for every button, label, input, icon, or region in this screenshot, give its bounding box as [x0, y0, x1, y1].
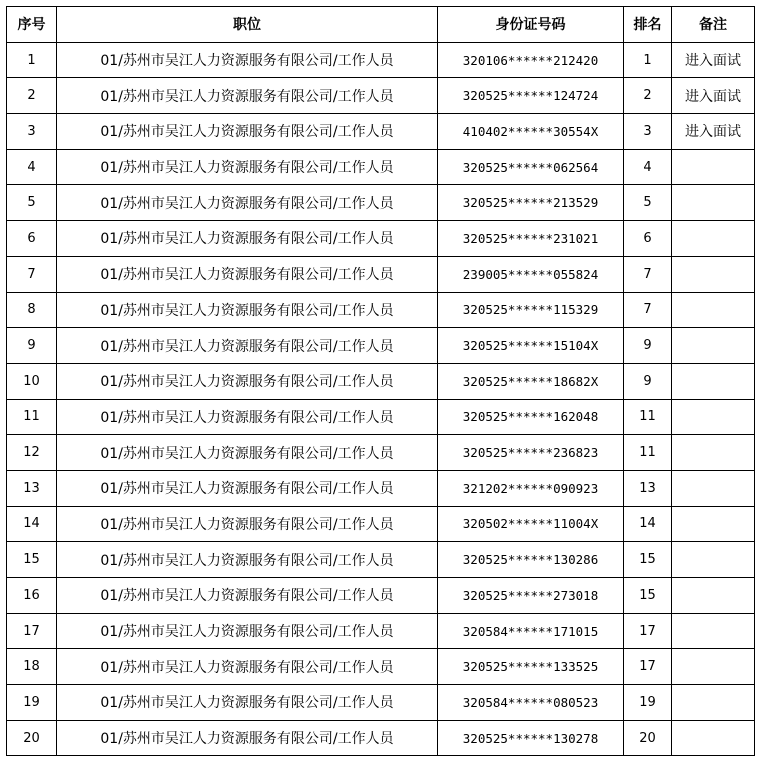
remark-cell: [672, 649, 755, 685]
seq-cell: 12: [7, 435, 57, 471]
id-number-cell: 320525******130286: [438, 542, 624, 578]
id-number-cell: 320525******115329: [438, 292, 624, 328]
seq-cell: 6: [7, 221, 57, 257]
rank-cell: 9: [624, 363, 672, 399]
id-number-cell: 320525******18682X: [438, 363, 624, 399]
seq-cell: 14: [7, 506, 57, 542]
table-row: [7, 256, 755, 292]
position-cell: 01/苏州市吴江人力资源服务有限公司/工作人员: [57, 149, 438, 185]
seq-cell: 13: [7, 470, 57, 506]
id-number-cell: 320502******11004X: [438, 506, 624, 542]
rank-cell: 19: [624, 685, 672, 721]
remark-cell: [672, 470, 755, 506]
rank-cell: 7: [624, 256, 672, 292]
remark-cell: [672, 435, 755, 471]
remark-cell: [672, 613, 755, 649]
position-cell: 01/苏州市吴江人力资源服务有限公司/工作人员: [57, 221, 438, 257]
remark-cell: [672, 149, 755, 185]
seq-cell: 1: [7, 42, 57, 78]
position-cell: 01/苏州市吴江人力资源服务有限公司/工作人员: [57, 399, 438, 435]
seq-cell: 18: [7, 649, 57, 685]
rank-cell: 3: [624, 114, 672, 150]
position-cell: 01/苏州市吴江人力资源服务有限公司/工作人员: [57, 720, 438, 756]
table-row: [7, 649, 755, 685]
remark-cell: [672, 185, 755, 221]
table-row: [7, 542, 755, 578]
rank-cell: 13: [624, 470, 672, 506]
position-cell: 01/苏州市吴江人力资源服务有限公司/工作人员: [57, 328, 438, 364]
rank-cell: 5: [624, 185, 672, 221]
id-number-cell: 320525******231021: [438, 221, 624, 257]
rank-cell: 1: [624, 42, 672, 78]
table-row: [7, 78, 755, 114]
remark-cell: [672, 292, 755, 328]
position-cell: 01/苏州市吴江人力资源服务有限公司/工作人员: [57, 42, 438, 78]
id-number-cell: 320525******273018: [438, 578, 624, 614]
rank-cell: 11: [624, 399, 672, 435]
remark-cell: [672, 720, 755, 756]
header-id-number: 身份证号码: [438, 7, 624, 43]
table-row: [7, 506, 755, 542]
id-number-cell: 320525******162048: [438, 399, 624, 435]
seq-cell: 4: [7, 149, 57, 185]
remark-cell: [672, 363, 755, 399]
seq-cell: 11: [7, 399, 57, 435]
rank-cell: 11: [624, 435, 672, 471]
id-number-cell: 410402******30554X: [438, 114, 624, 150]
position-cell: 01/苏州市吴江人力资源服务有限公司/工作人员: [57, 470, 438, 506]
position-cell: 01/苏州市吴江人力资源服务有限公司/工作人员: [57, 185, 438, 221]
position-cell: 01/苏州市吴江人力资源服务有限公司/工作人员: [57, 649, 438, 685]
seq-cell: 9: [7, 328, 57, 364]
position-cell: 01/苏州市吴江人力资源服务有限公司/工作人员: [57, 114, 438, 150]
header-remark: 备注: [672, 7, 755, 43]
remark-cell: [672, 256, 755, 292]
id-number-cell: 239005******055824: [438, 256, 624, 292]
remark-cell: 进入面试: [672, 114, 755, 150]
id-number-cell: 320525******213529: [438, 185, 624, 221]
id-number-cell: 320525******130278: [438, 720, 624, 756]
table-row: [7, 363, 755, 399]
position-cell: 01/苏州市吴江人力资源服务有限公司/工作人员: [57, 256, 438, 292]
seq-cell: 15: [7, 542, 57, 578]
seq-cell: 5: [7, 185, 57, 221]
id-number-cell: 320525******15104X: [438, 328, 624, 364]
rank-cell: 9: [624, 328, 672, 364]
id-number-cell: 320525******124724: [438, 78, 624, 114]
rank-cell: 20: [624, 720, 672, 756]
id-number-cell: 320584******080523: [438, 685, 624, 721]
remark-cell: [672, 685, 755, 721]
id-number-cell: 320525******133525: [438, 649, 624, 685]
table-row: [7, 578, 755, 614]
remark-cell: [672, 578, 755, 614]
table-row: [7, 720, 755, 756]
position-cell: 01/苏州市吴江人力资源服务有限公司/工作人员: [57, 363, 438, 399]
seq-cell: 17: [7, 613, 57, 649]
table-row: [7, 435, 755, 471]
position-cell: 01/苏州市吴江人力资源服务有限公司/工作人员: [57, 292, 438, 328]
id-number-cell: 320525******236823: [438, 435, 624, 471]
position-cell: 01/苏州市吴江人力资源服务有限公司/工作人员: [57, 542, 438, 578]
position-cell: 01/苏州市吴江人力资源服务有限公司/工作人员: [57, 685, 438, 721]
remark-cell: [672, 221, 755, 257]
id-number-cell: 321202******090923: [438, 470, 624, 506]
rank-cell: 15: [624, 542, 672, 578]
header-seq: 序号: [7, 7, 57, 43]
rank-cell: 7: [624, 292, 672, 328]
results-table: [6, 6, 755, 756]
rank-cell: 17: [624, 649, 672, 685]
remark-cell: [672, 328, 755, 364]
position-cell: 01/苏州市吴江人力资源服务有限公司/工作人员: [57, 613, 438, 649]
position-cell: 01/苏州市吴江人力资源服务有限公司/工作人员: [57, 506, 438, 542]
remark-cell: [672, 542, 755, 578]
rank-cell: 2: [624, 78, 672, 114]
header-position: 职位: [57, 7, 438, 43]
table-row: [7, 42, 755, 78]
table-row: [7, 470, 755, 506]
table-row: [7, 328, 755, 364]
table-row: [7, 613, 755, 649]
position-cell: 01/苏州市吴江人力资源服务有限公司/工作人员: [57, 578, 438, 614]
table-row: [7, 399, 755, 435]
remark-cell: [672, 399, 755, 435]
position-cell: 01/苏州市吴江人力资源服务有限公司/工作人员: [57, 78, 438, 114]
seq-cell: 19: [7, 685, 57, 721]
seq-cell: 20: [7, 720, 57, 756]
remark-cell: [672, 506, 755, 542]
position-cell: 01/苏州市吴江人力资源服务有限公司/工作人员: [57, 435, 438, 471]
seq-cell: 16: [7, 578, 57, 614]
id-number-cell: 320106******212420: [438, 42, 624, 78]
seq-cell: 2: [7, 78, 57, 114]
id-number-cell: 320525******062564: [438, 149, 624, 185]
table-row: [7, 185, 755, 221]
table-row: [7, 114, 755, 150]
rank-cell: 4: [624, 149, 672, 185]
header-rank: 排名: [624, 7, 672, 43]
remark-cell: 进入面试: [672, 42, 755, 78]
seq-cell: 8: [7, 292, 57, 328]
table-row: [7, 221, 755, 257]
table-row: [7, 292, 755, 328]
seq-cell: 7: [7, 256, 57, 292]
id-number-cell: 320584******171015: [438, 613, 624, 649]
rank-cell: 15: [624, 578, 672, 614]
table-row: [7, 149, 755, 185]
rank-cell: 6: [624, 221, 672, 257]
table-header-row: [7, 7, 755, 43]
rank-cell: 17: [624, 613, 672, 649]
rank-cell: 14: [624, 506, 672, 542]
seq-cell: 3: [7, 114, 57, 150]
table-row: [7, 685, 755, 721]
remark-cell: 进入面试: [672, 78, 755, 114]
table-body: [7, 42, 755, 756]
seq-cell: 10: [7, 363, 57, 399]
